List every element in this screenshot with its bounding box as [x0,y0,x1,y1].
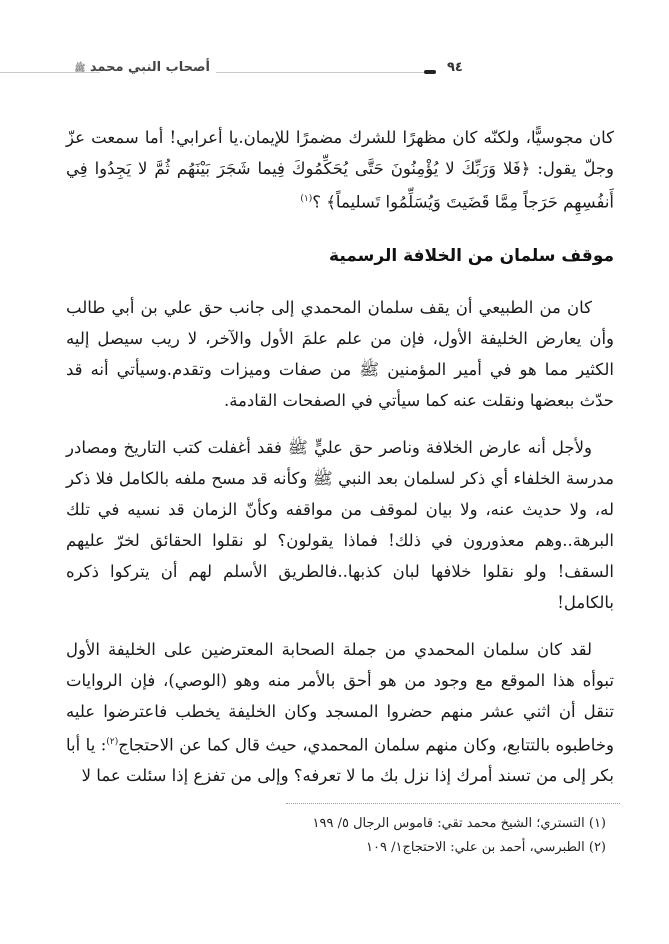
footnote-2: (٢) الطبرسي، أحمد بن علي: الاحتجاج١/ ١٠٩ [365,840,606,855]
paragraph-history-neglect: ولأجل أنه عارض الخلافة وناصر حق عليٍّ ﷺ فقد أغفلت كتب التاريخ ومصادر مدرسة الخلفاء أي ذكر لسلمان بعد النبي ﷺ وكأنه قد مسح ملفه بالكامل فلا ذكر له، ولا حديث عنه، ولا بيان لموقف من مواقفه وكأنّ الزمان قد نسيه في تلك البرهة..وهم معذورون في ذلك! فماذا يقولون؟ لو نقلوا الحقائق لخرّ عليهم السقف! ولو نقلوا خلافها لبان كذبها..فالطريق الأسلم لهم أن يتركوا ذكره بالكامل! [66,437,614,612]
running-title-text: أصحاب النبي محمد [89,60,210,75]
header-dash-marker [424,70,436,74]
salutation-icon: ﷺ [74,64,86,74]
footnote-separator [286,803,620,804]
section-heading: موقف سلمان من الخلافة الرسمية [329,245,614,266]
footnote-ref-2[interactable]: (٢) [106,736,119,747]
paragraph-quran-citation [66,122,614,218]
running-title [74,60,210,76]
paragraph-text: لقد كان سلمان المحمدي من جملة الصحابة المعترضين على الخليفة الأول تبوأه هذا الموقع مع وجود من هو أحق بالأمر منه وهو (الوصي)، فإن الروايات تنقل أن اثني عشر منهم حضروا المسجد وكان الخليفة يخطب فاعترضوا عليه وخاطبوه بالتتابع، وكان منهم سلمان المحمدي، حيث قال كما عن الاحتجاج [66,639,615,754]
page-number: ٩٤ [447,60,463,75]
page-header [0,58,669,88]
paragraph-objection [66,634,614,792]
footnote-1: (١) التستري؛ الشيخ محمد تقي: قاموس الرجال ٥/ ١٩٩ [312,816,606,831]
paragraph-salman-position: كان من الطبيعي أن يقف سلمان المحمدي إلى جانب حق علي بن أبي طالب وأن يعارض الخليفة الأول، فإن من علم علمَ الأول والآخر، لا ريب سيصل إليه الكثير مما هو في أمير المؤمنين ﷺ من صفات وميزات وتقدم.وسيأتي أنه قد حدّث ببعضها ونقلت عنه كما سيأتي في الصفحات القادمة. [66,297,614,410]
paragraph-text-tail: : يا أبا بكر إلى من تسند أمرك إذا نزل بك ما لا تعرفه؟ وإلى من تفزع إذا سئلت عما لا [66,735,614,785]
header-rule-middle [216,72,428,73]
footnotes [286,812,606,860]
paragraph-text: كان مجوسيًّا، ولكنّه كان مظهرًا للشرك مضمرًا للإيمان.يا أعرابي! أما سمعت عزّ وجلّ يقول: ﴿فَلا وَرَبِّكَ لا يُؤْمِنُونَ حَتَّى يُحَكِّمُوكَ فِيما شَجَرَ بَيْنَهُم ثُمَّ لا يَجِدُوا فِي أَنفُسِهِم حَرَجاً مِمَّا قَضَيتَ وَيُسَلِّمُوا تَسليماً﴾ ؟ [66,128,614,212]
footnote-ref-1[interactable]: (١) [300,194,313,204]
page-body [66,122,614,791]
